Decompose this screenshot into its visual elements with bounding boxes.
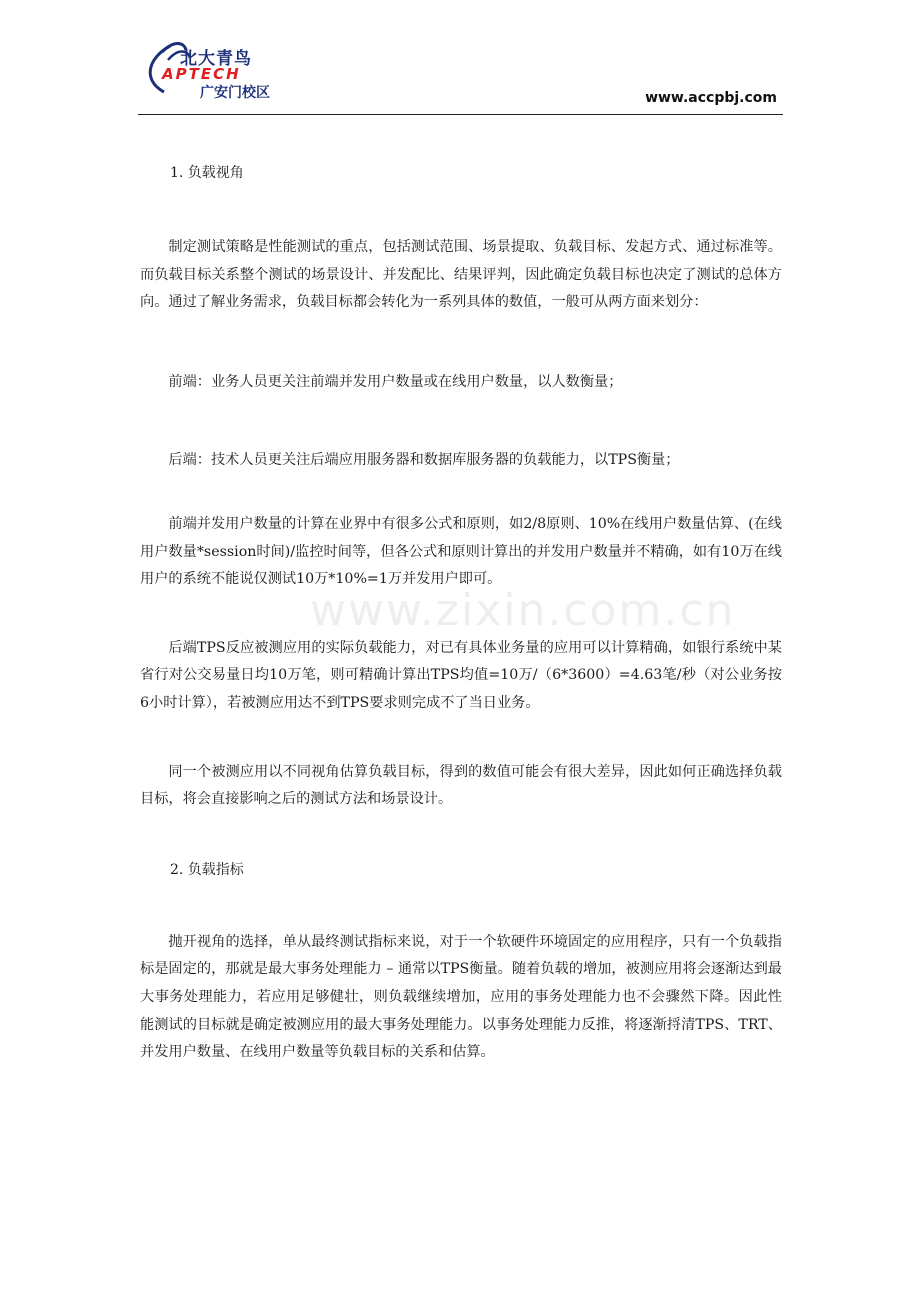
paragraph: 后端TPS反应被测应用的实际负载能力，对已有具体业务量的应用可以计算精确，如银行系统中某省行对公交易量日均10万笔，则可精确计算出TPS均值=10万/（6*3600）=4.63笔/秒（对公业务按6小时计算），若被测应用达不到TPS要求则完成不了当日业务。: [140, 639, 782, 711]
logo: [140, 34, 310, 104]
section-heading: 1. 负载视角: [170, 165, 244, 181]
paragraph: 制定测试策略是性能测试的重点，包括测试范围、场景提取、负载目标、发起方式、通过标准等。而负载目标关系整个测试的场景设计、并发配比、结果评判，因此确定负载目标也决定了测试的总体方向。通过了解业务需求，负载目标都会转化为一系列具体的数值，一般可从两方面来划分：: [140, 239, 782, 311]
logo-title-cn: 北大青鸟: [180, 49, 252, 69]
watermark: www.zixin.com.cn: [310, 585, 736, 636]
paragraph: 同一个被测应用以不同视角估算负载目标，得到的数值可能会有很大差异，因此如何正确选择负载目标，将会直接影响之后的测试方法和场景设计。: [140, 763, 782, 808]
logo-title-en: APTECH: [162, 65, 241, 83]
paragraph: 前端并发用户数量的计算在业界中有很多公式和原则，如2/8原则、10%在线用户数量估算、(在线用户数量*session时间)/监控时间等，但各公式和原则计算出的并发用户数量并不精确，如有10万在线用户的系统不能说仅测试10万*10%=1万并发用户即可。: [140, 515, 782, 588]
site-url[interactable]: www.accpbj.com: [645, 90, 777, 106]
paragraph: 前端：业务人员更关注前端并发用户数量或在线用户数量，以人数衡量；: [168, 373, 623, 390]
paragraph: 抛开视角的选择，单从最终测试指标来说，对于一个软硬件环境固定的应用程序，只有一个负载指标是固定的，那就是最大事务处理能力 – 通常以TPS衡量。随着负载的增加，被测应用将会逐渐达到最大事务处理能力，若应用足够健壮，则负载继续增加，应用的事务处理能力也不会骤然下降。因此性 能测试的目标就是确定被测应用的最大事务处理能力。以事务处理能力反推，将逐渐捋清TPS、TRT、并发用户数量、在线用户数量等负载目标的关系和估算。: [140, 933, 782, 1061]
section-heading: 2. 负载指标: [170, 861, 244, 878]
paragraph: 后端：技术人员更关注后端应用服务器和数据库服务器的负载能力，以TPS衡量；: [168, 452, 680, 469]
document-body: [140, 160, 782, 1067]
logo-subtitle-cn: 广安门校区: [200, 85, 270, 101]
header-divider: [138, 114, 783, 115]
